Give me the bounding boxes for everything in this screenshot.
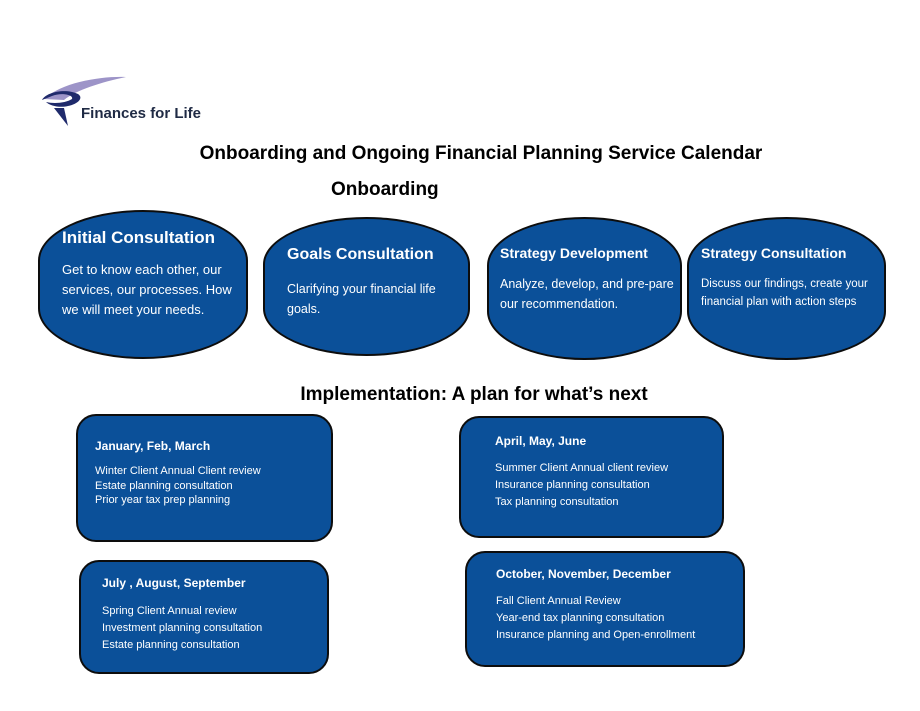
list-item: Prior year tax prep planning bbox=[95, 494, 231, 506]
onboarding-heading: Onboarding bbox=[331, 179, 439, 200]
quarter-task-list bbox=[496, 593, 695, 644]
implementation-heading: Implementation: A plan for what’s next bbox=[300, 384, 648, 405]
quarter-card-q1 bbox=[76, 414, 333, 542]
list-item: Summer Client Annual client review bbox=[495, 462, 669, 474]
page-title: Onboarding and Ongoing Financial Planning Service Calendar bbox=[199, 143, 763, 164]
quarter-task-list bbox=[495, 460, 668, 511]
list-item: Investment planning consultation bbox=[102, 622, 263, 634]
list-item: Spring Client Annual review bbox=[102, 605, 237, 617]
swoosh-logo-icon bbox=[40, 74, 140, 132]
brand-name: Finances for Life bbox=[81, 105, 202, 122]
step-title: Goals Consultation bbox=[287, 246, 434, 263]
step-title: Initial Consultation bbox=[62, 228, 215, 247]
onboarding-step-strategy-consultation bbox=[687, 217, 886, 360]
list-item: Insurance planning consultation bbox=[495, 479, 650, 491]
quarter-title: January, Feb, March bbox=[95, 439, 211, 453]
quarter-title: October, November, December bbox=[496, 567, 671, 581]
quarter-title: July , August, September bbox=[102, 576, 246, 590]
quarter-task-list bbox=[95, 464, 261, 508]
step-title: Strategy Development bbox=[500, 245, 648, 261]
quarter-card-q4 bbox=[465, 551, 745, 667]
quarter-title: April, May, June bbox=[495, 434, 587, 448]
onboarding-step-strategy-development bbox=[487, 217, 682, 360]
list-item: Tax planning consultation bbox=[495, 496, 619, 508]
onboarding-step-initial-consultation bbox=[38, 210, 248, 359]
step-description: Clarifying your financial life goals. bbox=[287, 282, 436, 316]
step-title: Strategy Consultation bbox=[701, 245, 847, 261]
list-item: Fall Client Annual Review bbox=[496, 595, 621, 607]
step-description: Discuss our findings, create your financial plan with action steps bbox=[701, 278, 868, 308]
quarter-card-q3 bbox=[79, 560, 329, 674]
step-description: Get to know each other, our services, our processes. How we will meet your needs. bbox=[62, 262, 232, 317]
quarter-task-list bbox=[102, 603, 262, 654]
company-logo bbox=[40, 74, 220, 134]
list-item: Winter Client Annual Client review bbox=[95, 465, 261, 477]
list-item: Estate planning consultation bbox=[102, 639, 240, 651]
onboarding-step-goals-consultation bbox=[263, 217, 470, 356]
list-item: Estate planning consultation bbox=[95, 479, 233, 492]
list-item: Insurance planning and Open-enrollment bbox=[496, 629, 696, 641]
list-item: Year-end tax planning consultation bbox=[496, 612, 665, 624]
quarter-card-q2 bbox=[459, 416, 724, 538]
step-description: Analyze, develop, and pre-pare our recommendation. bbox=[500, 277, 674, 311]
